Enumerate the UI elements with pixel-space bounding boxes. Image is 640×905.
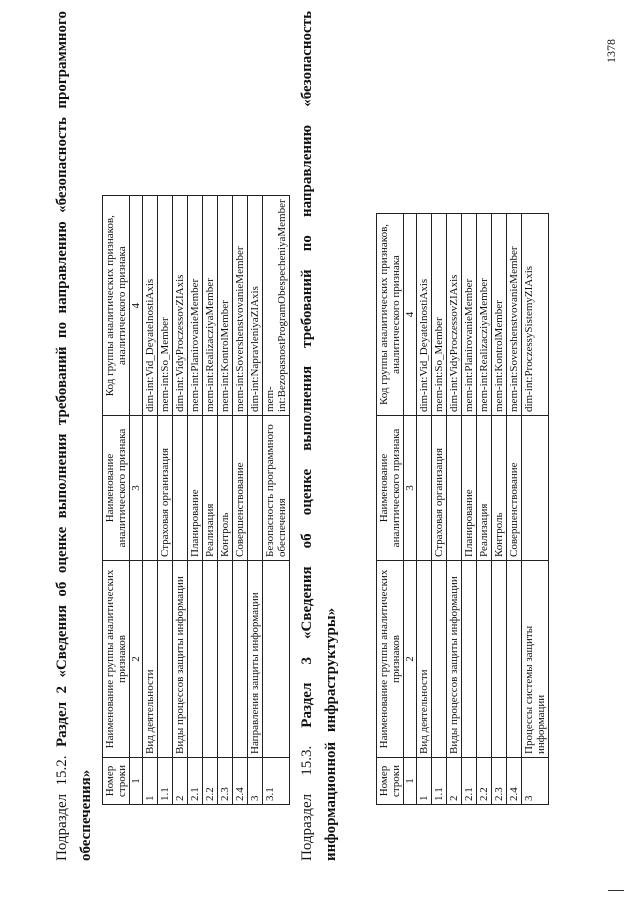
section-heading-15-3 — [295, 11, 343, 861]
table-body — [417, 214, 549, 805]
header-feature-name: Наименование аналитического признака — [377, 416, 404, 561]
cell-feature-name: Реализация — [203, 416, 218, 561]
cell-code: mem-int:So_Member — [158, 196, 173, 416]
column-number: 2 — [404, 561, 417, 758]
column-number: 2 — [130, 561, 143, 758]
cell-feature-name: Безопасность программного обеспечения — [263, 416, 290, 561]
cell-row-number: 1.1 — [158, 758, 173, 805]
header-code: Код группы аналитических признаков, аналитического признака — [103, 196, 130, 416]
margin-mark — [608, 890, 624, 891]
cell-code: dim-int:VidyProczessovZIAxis — [447, 214, 462, 416]
table-row — [218, 196, 233, 805]
table-section-3 — [376, 213, 549, 805]
cell-code: mem-int:SovershenstvovanieMember — [233, 196, 248, 416]
cell-group-name — [462, 561, 477, 758]
table-row — [263, 196, 290, 805]
cell-group-name — [233, 561, 248, 758]
cell-feature-name: Страховая организация — [432, 416, 447, 561]
column-number: 4 — [404, 214, 417, 416]
cell-row-number: 2.2 — [477, 758, 492, 805]
column-number: 3 — [130, 416, 143, 561]
section-heading-prefix: Подраздел 15.2. — [54, 747, 70, 861]
cell-feature-name: Страховая организация — [158, 416, 173, 561]
table-header-row — [377, 214, 404, 805]
cell-code: mem-int:RealizacziyaMember — [203, 196, 218, 416]
cell-row-number: 2.4 — [507, 758, 522, 805]
cell-code: mem-int:SovershenstvovanieMember — [507, 214, 522, 416]
header-group-name: Наименование группы аналитических признаков — [377, 561, 404, 758]
cell-row-number: 2.3 — [218, 758, 233, 805]
cell-group-name: Виды процессов защиты информации — [447, 561, 462, 758]
cell-row-number: 2.3 — [492, 758, 507, 805]
cell-row-number: 2.2 — [203, 758, 218, 805]
cell-group-name — [477, 561, 492, 758]
section-heading-title: Раздел 2 «Сведения об оценке выполнения требований по направлению «безопасность программного обеспечения» — [54, 11, 94, 861]
cell-code: mem-int:KontrolMember — [492, 214, 507, 416]
table-row — [522, 214, 549, 805]
cell-code: mem-int:PlanirovanieMember — [188, 196, 203, 416]
table-row — [158, 196, 173, 805]
cell-row-number: 2.4 — [233, 758, 248, 805]
cell-group-name — [158, 561, 173, 758]
cell-feature-name — [173, 416, 188, 561]
cell-group-name — [492, 561, 507, 758]
cell-row-number: 1.1 — [432, 758, 447, 805]
cell-row-number: 3 — [248, 758, 263, 805]
column-number: 3 — [404, 416, 417, 561]
table-row — [507, 214, 522, 805]
header-code: Код группы аналитических признаков, аналитического признака — [377, 214, 404, 416]
cell-code: mem-int:KontrolMember — [218, 196, 233, 416]
header-group-name: Наименование группы аналитических признаков — [103, 561, 130, 758]
table-row — [173, 196, 188, 805]
cell-group-name: Направления защиты информации — [248, 561, 263, 758]
cell-row-number: 1 — [417, 758, 432, 805]
cell-group-name — [263, 561, 290, 758]
cell-feature-name: Планирование — [188, 416, 203, 561]
cell-code: dim-int:VidyProczessovZIAxis — [173, 196, 188, 416]
cell-code: dim-int:Vid_DeyatelnostiAxis — [143, 196, 158, 416]
table-row — [462, 214, 477, 805]
cell-group-name: Вид деятельности — [143, 561, 158, 758]
column-number-row — [130, 196, 143, 805]
cell-code: dim-int:Vid_DeyatelnostiAxis — [417, 214, 432, 416]
cell-row-number: 1 — [143, 758, 158, 805]
cell-group-name — [203, 561, 218, 758]
cell-row-number: 2 — [447, 758, 462, 805]
cell-group-name — [507, 561, 522, 758]
table-section-2 — [102, 195, 290, 805]
header-row-number: Номер строки — [103, 758, 130, 805]
cell-row-number: 2.1 — [462, 758, 477, 805]
cell-code: mem-int:PlanirovanieMember — [462, 214, 477, 416]
column-number-row — [404, 214, 417, 805]
cell-group-name: Вид деятельности — [417, 561, 432, 758]
cell-feature-name: Контроль — [492, 416, 507, 561]
table-row — [477, 214, 492, 805]
cell-feature-name — [522, 416, 549, 561]
cell-feature-name: Совершенствование — [507, 416, 522, 561]
cell-group-name — [188, 561, 203, 758]
page-number: 1378 — [604, 39, 618, 63]
table-row — [233, 196, 248, 805]
cell-code: dim-int:NapravleniyaZIAxis — [248, 196, 263, 416]
table-row — [447, 214, 462, 805]
cell-row-number: 3 — [522, 758, 549, 805]
cell-feature-name — [417, 416, 432, 561]
table-row — [417, 214, 432, 805]
cell-feature-name — [248, 416, 263, 561]
section-heading-prefix: Подраздел 15.3. — [299, 727, 315, 861]
table-body — [143, 196, 290, 805]
header-row-number: Номер строки — [377, 758, 404, 805]
section-heading-15-2 — [50, 11, 98, 861]
cell-row-number: 2 — [173, 758, 188, 805]
cell-code: mem-int:So_Member — [432, 214, 447, 416]
header-feature-name: Наименование аналитического признака — [103, 416, 130, 561]
table-row — [143, 196, 158, 805]
cell-feature-name — [447, 416, 462, 561]
cell-row-number: 2.1 — [188, 758, 203, 805]
table-row — [492, 214, 507, 805]
table-row — [432, 214, 447, 805]
cell-feature-name: Планирование — [462, 416, 477, 561]
column-number: 1 — [404, 758, 417, 805]
table-row — [188, 196, 203, 805]
section-heading-title: Раздел 3 «Сведения об оценке выполнения требований по направлению «безопасность информационной инфраструктуры» — [299, 10, 339, 861]
cell-code: dim-int:ProczessySistemyZIAxis — [522, 214, 549, 416]
cell-row-number: 3.1 — [263, 758, 290, 805]
cell-feature-name — [143, 416, 158, 561]
cell-group-name — [218, 561, 233, 758]
table-row — [203, 196, 218, 805]
cell-code: mem-int:BezopasnostProgramObespecheniyaMember — [263, 196, 290, 416]
cell-feature-name: Совершенствование — [233, 416, 248, 561]
cell-feature-name: Реализация — [477, 416, 492, 561]
column-number: 4 — [130, 196, 143, 416]
cell-feature-name: Контроль — [218, 416, 233, 561]
cell-group-name: Виды процессов защиты информации — [173, 561, 188, 758]
cell-code: mem-int:RealizacziyaMember — [477, 214, 492, 416]
table-header-row — [103, 196, 130, 805]
cell-group-name — [432, 561, 447, 758]
cell-group-name: Процессы системы защиты информации — [522, 561, 549, 758]
column-number: 1 — [130, 758, 143, 805]
table-row — [248, 196, 263, 805]
